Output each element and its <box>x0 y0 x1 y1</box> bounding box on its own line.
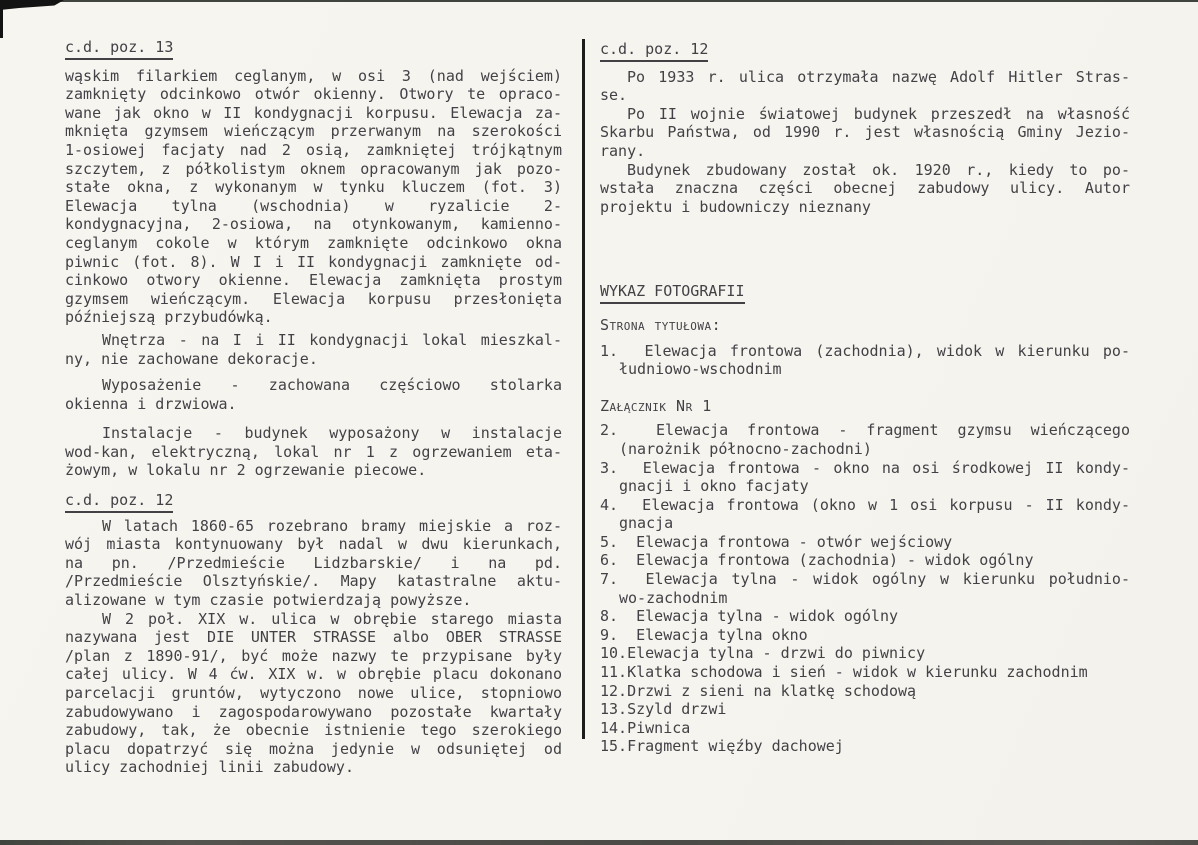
section-heading-poz12-right <box>600 40 1130 62</box>
text-line: stałe okna, z wykonanym w tynku kluczem (fot. 3) <box>65 178 562 197</box>
paragraph-history-2 <box>65 610 562 777</box>
text-line: łudniowo-wschodnim <box>619 360 782 379</box>
text-line: 10.Elewacja tylna - drzwi do piwnicy <box>600 644 926 663</box>
photo-list-item <box>600 496 1130 533</box>
photo-list <box>600 421 1130 756</box>
paragraph-furnishings <box>65 376 562 413</box>
text-line: 1-osiowej facjaty nad 2 osią, zamkniętej trójkątnym <box>65 140 562 159</box>
text-line: późniejszą przybudówką. <box>65 308 273 327</box>
text-line: Wnętrza - na I i II kondygnacji lokal mieszkal- <box>102 330 562 349</box>
photo-list-item <box>600 459 1130 496</box>
text-line: gzymsem wieńczącym. Elewacja korpusu przesłonięta <box>65 289 562 308</box>
text-line: 7. Elewacja tylna - widok ogólny w kierunku południo- <box>600 570 1130 589</box>
text-line: 11.Klatka schodowa i sień - widok w kierunku zachodnim <box>600 663 1088 682</box>
text-line: ny, nie zachowane dekoracje. <box>65 349 318 368</box>
photo-list-item <box>600 626 1130 645</box>
text-line: rany. <box>600 141 646 160</box>
text-line: 5. Elewacja frontowa - otwór wejściowy <box>600 532 953 551</box>
text-line: zamknięty odcinkowo otwór okienny. Otwory te opraco- <box>65 85 562 104</box>
text-line: W 2 poł. XIX w. ulica w obrębie starego miasta <box>102 609 562 628</box>
photo-list-item <box>600 342 1130 379</box>
paragraph-ownership <box>600 105 1130 161</box>
photo-list-item <box>600 682 1130 701</box>
text-line: parcelacji gruntów, wytyczono nowe ulice, stopniowo <box>65 684 562 702</box>
text-line: zabudowywano i zagospodarowywano pozostałe kwartały <box>65 702 562 721</box>
text-line: gnacji i okno facjaty <box>619 477 809 496</box>
heading-text: c.d. poz. 13 <box>65 38 173 60</box>
text-line: 2. Elewacja frontowa - fragment gzymsu wieńczącego <box>600 421 1130 440</box>
paragraph-construction <box>600 161 1130 217</box>
scan-edge-bottom <box>0 840 1198 845</box>
text-line: żowym, w lokalu nr 2 ogrzewanie piecowe. <box>65 461 427 480</box>
scan-edge-left <box>0 0 3 38</box>
heading-text: c.d. poz. 12 <box>600 40 708 62</box>
heading-text: WYKAZ FOTOGRAFII <box>600 282 745 304</box>
photo-list-item <box>600 700 1130 719</box>
photo-list-item <box>600 719 1130 738</box>
photo-list-item <box>600 644 1130 663</box>
text-line: /Przedmieście Olsztyńskie/. Mapy katastralne aktu- <box>65 572 562 591</box>
paragraph-elevation-description <box>65 67 562 327</box>
text-line: ceglanym cokole w którym zamknięte odcinkowo okna <box>65 233 562 252</box>
text-line: /plan z 1890-91/, być może nazwy te przypisane były <box>65 646 562 665</box>
text-line: 6. Elewacja frontowa (zachodnia) - widok ogólny <box>600 551 1034 570</box>
text-line: 8. Elewacja tylna - widok ogólny <box>600 607 899 626</box>
photo-list-item <box>600 570 1130 607</box>
text-line: se. <box>600 86 628 105</box>
text-line: projektu i budowniczy nieznany <box>600 197 871 216</box>
text-line: wój miasta kontynuowany był nadal w dwu kierunkach, <box>65 535 562 554</box>
section-heading-poz12-left <box>65 491 562 513</box>
photo-list-item <box>600 737 1130 756</box>
text-line: 15.Fragment więźby dachowej <box>600 737 844 756</box>
text-line: Po II wojnie światowej budynek przeszedł na własność <box>627 104 1130 123</box>
text-line: 12.Drzwi z sieni na klatkę schodową <box>600 681 917 700</box>
text-line: gnacja <box>619 514 674 533</box>
text-line: piwnic (fot. 8). W I i II kondygnacji zamknięte od- <box>65 252 562 271</box>
text-line: wąskim filarkiem ceglanym, w osi 3 (nad wejściem) <box>65 66 562 85</box>
text-line: okienna i drzwiowa. <box>65 394 237 413</box>
text-line: Elewacja tylna (wschodnia) w ryzalicie 2- <box>65 196 562 215</box>
text-line: wo-zachodnim <box>619 588 728 607</box>
text-line: zabudowy, tak, że obecnie istnienie tego szerokiego <box>65 721 562 740</box>
text-line: wstała znaczna części obecnej zabudowy ulicy. Autor <box>600 179 1130 198</box>
paragraph-installations <box>65 424 562 480</box>
text-line: 13.Szyld drzwi <box>600 700 727 719</box>
photos-heading <box>600 282 1130 304</box>
photo-list-item <box>600 551 1130 570</box>
text-line: 9. Elewacja tylna okno <box>600 625 808 644</box>
section-heading-poz13 <box>65 38 562 60</box>
text-line: 3. Elewacja frontowa - okno na osi środkowej II kondy- <box>600 458 1130 477</box>
paragraph-street-name <box>600 68 1130 105</box>
heading-text: c.d. poz. 12 <box>65 491 173 513</box>
text-line: alizowane w tym czasie potwierdzają powyższe. <box>65 591 472 610</box>
subheading-attachment: Załącznik Nr 1 <box>600 396 712 415</box>
text-line: nazywana jest DIE UNTER STRASSE albo OBER STRASSE <box>65 628 562 647</box>
text-line: Budynek zbudowany został ok. 1920 r., kiedy to po- <box>627 160 1130 179</box>
text-line: ulicy zachodniej linii zabudowy. <box>65 758 354 777</box>
text-line: W latach 1860-65 rozebrano bramy miejskie a roz- <box>102 516 562 535</box>
photo-list-item <box>600 421 1130 458</box>
text-line: cinkowo otwory okienne. Elewacja zamknięta prostym <box>65 271 562 290</box>
right-column <box>600 0 1130 756</box>
text-line: Wyposażenie - zachowana częściowo stolarka <box>102 376 562 395</box>
text-line: na pn. /Przedmieście Lidzbarskie/ i na pd. <box>65 553 562 572</box>
text-line: wane jak okno w II kondygnacji korpusu. Elewacja za- <box>65 103 562 122</box>
paragraph-history-1 <box>65 517 562 610</box>
photo-list-item <box>600 533 1130 552</box>
text-line: 1. Elewacja frontowa (zachodnia), widok w kierunku po- <box>600 341 1130 360</box>
text-line: 14.Piwnica <box>600 718 691 737</box>
text-line: Skarbu Państwa, od 1990 r. jest własnością Gminy Jezio- <box>600 123 1130 142</box>
text-line: szczytem, z półkolistym oknem opracowanym jak pozo- <box>65 159 562 178</box>
photo-list-item <box>600 607 1130 626</box>
subheading-title-page: Strona tytułowa: <box>600 315 722 334</box>
text-line: mknięta gzymsem wieńczącym przerwanym na szerokości <box>65 122 562 141</box>
text-line: (narożnik północno-zachodni) <box>619 439 872 458</box>
text-line: kondygnacyjna, 2-osiowa, na otynkowanym, kamienno- <box>65 215 562 234</box>
text-line: 4. Elewacja frontowa (okno w 1 osi korpusu - II kondy- <box>600 495 1130 514</box>
text-line: Instalacje - budynek wyposażony w instalacje <box>102 424 562 443</box>
column-divider-rule <box>582 39 585 739</box>
photo-list-item <box>600 663 1130 682</box>
text-line: wod-kan, elektryczną, lokal nr 1 z ogrzewaniem eta- <box>65 442 562 461</box>
paragraph-interiors <box>65 331 562 368</box>
left-column <box>65 0 562 777</box>
text-line: placu dopatrzyć się można jedynie w odsuniętej od <box>65 739 562 758</box>
text-line: całej ulicy. W 4 ćw. XIX w. w obrębie placu dokonano <box>65 665 562 684</box>
scan-corner-top-left <box>0 0 64 10</box>
text-line: Po 1933 r. ulica otrzymała nazwę Adolf Hitler Stras- <box>627 67 1130 86</box>
